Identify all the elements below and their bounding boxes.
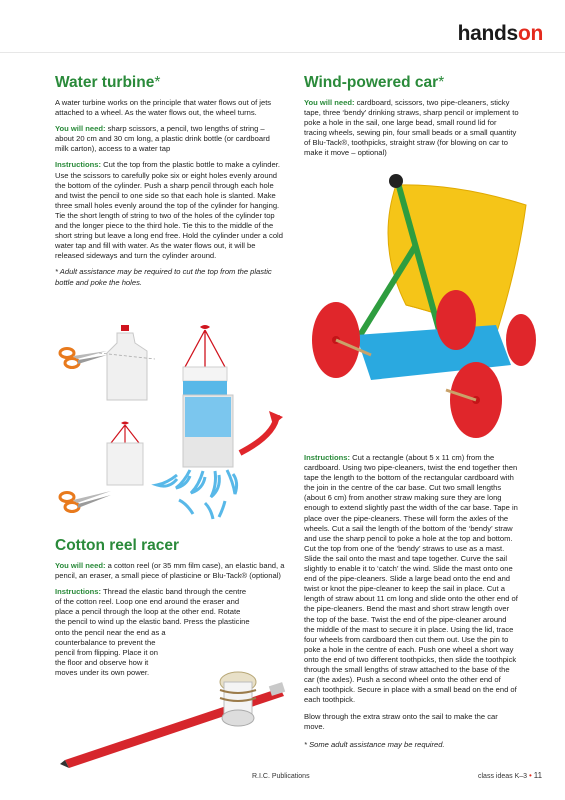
water-turbine-illustration <box>55 325 295 525</box>
cotton-reel-section <box>55 537 285 678</box>
milk-bottle <box>99 325 155 400</box>
wind-car-note: * Some adult assistance may be required. <box>304 739 445 749</box>
water-turbine-section <box>55 74 285 288</box>
page-number: 11 <box>533 771 543 780</box>
cotton-reel-needs: You will need: a cotton reel (or 35 mm film case), an elastic band, a pencil, an eraser, a small piece of plasticine or Blu-Tack® (optional) <box>55 561 285 581</box>
cotton-reel-instructions: Instructions: Thread the elastic band through the centre of the cotton reel. Loop one end around the eraser and place a pencil through the loop at the other end. Rotate the pencil to wind up the elastic band. Press the plasticine onto the pencil near the end as a counterbalance to prevent the pencil from flipping. Place it on the floor and observe how it moves under its own power. <box>55 587 250 677</box>
wind-car-illustration <box>296 165 536 440</box>
water-turbine-needs: You will need: sharp scissors, a pencil, two lengths of string – about 20 cm and 30 cm long, a plastic drink bottle (or cardboard milk carton), access to a water tap <box>55 124 270 154</box>
scissors-icon <box>60 491 111 512</box>
spinning-turbine <box>157 395 283 519</box>
cotton-reel-title: Cotton reel racer <box>55 537 180 554</box>
header-divider <box>0 52 565 53</box>
wind-car-instructions: Instructions: Cut a rectangle (about 5 x 11 cm) from the cardboard. Using two pipe-cleaners, twist the end together then tape the length to the bottom of the rectangular cardboard with the join in the centre of the car base. Cut two small lengths (about 6 cm) from another straw making sure they are long enough to extend slightly past the width of the car base. Tape in place over the pipe-cleaners. These will form the axles of the wheels. Cut a sail the length of the bottom of the ‘bendy’ straw and use the sharp pencil to poke a hole at the top and bottom. Cut the top from one of the ‘bendy’ straws to use as a mast. Slide the sail onto the mast and tape together. Curve the sail slightly to enable it to ‘catch’ the wind. Slide the mast onto one end of the pipe-cleaners. Slide a large bead onto the end and twist or knot the pipe-cleaner to keep the sail in place. Cut a length of straw about 11 cm long and slide onto the other end of the pipe-cleaners. Bend the mast and short straw length over the top of the base. Twist the end of the pipe-cleaner around the middle of the mast to secure it in place. Using the lid, trace four wheels from cardboard then cut them out. Use the pin to poke a hole in the centre of each. Push one wheel a short way onto the end of two different toothpicks, then slide the toothpick through the small lengths of straw attached to the base of the car (the axles). Push a second wheel onto the other end of each toothpick. Secure in place with a small bead on the end of each toothpick. <box>304 453 518 705</box>
water-turbine-intro: A water turbine works on the principle that water flows out of jets attached to a wheel. As the water flows out, the wheel turns. <box>55 98 272 118</box>
hanging-cylinder <box>183 325 227 403</box>
wind-car-needs: You will need: cardboard, scissors, two pipe-cleaners, sticky tape, three ‘bendy’ drinking straws, sharp pencil or implement to poke a hole in the sail, one large bead, small round lid for tracing wheels, sewing pin, four small beads or a small quantity of Blu-Tack®, toothpicks, straight straw (for blowing on car to make it move – optional) <box>304 98 519 158</box>
wheel <box>436 290 476 350</box>
brand-logo: handson <box>457 22 543 45</box>
wind-car-title: Wind-powered car* <box>304 74 445 91</box>
wind-car-steps <box>304 453 519 750</box>
cotton-reel <box>220 672 256 726</box>
water-turbine-note: * Adult assistance may be required to cut the top from the plastic bottle and poke the holes. <box>55 267 272 287</box>
scissors-icon <box>60 349 107 368</box>
wind-car-section <box>304 74 519 159</box>
water-turbine-title: Water turbine* <box>55 74 161 91</box>
wheel <box>506 314 536 366</box>
small-cylinder <box>107 422 143 486</box>
wheel <box>446 362 502 438</box>
water-turbine-instructions: Instructions: Cut the top from the plastic bottle to make a cylinder. Use the scissors to carefully poke six or eight holes evenly around the bottom of the cylinder. Push a sharp pencil through each hole and twist the pencil to one side so that each hole is slanted. Make three small holes evenly around the top of the cylinder for hanging. Tie the short length of string to two of the holes of the cylinder top and the longer piece to the third hole. Tie this to the middle of the short string but leave a long end free. Hold the cylinder under a cold water tap and fill with water. As the water flows out, it will be released sideways and turn the cylinder around. <box>55 160 283 261</box>
footer-page-info: class ideas K–3 • 11 <box>478 771 543 780</box>
footer-publisher: R.I.C. Publications <box>252 773 310 780</box>
wind-car-blow: Blow through the extra straw onto the sail to make the car move. <box>304 712 498 732</box>
cotton-reel-illustration <box>60 660 290 770</box>
